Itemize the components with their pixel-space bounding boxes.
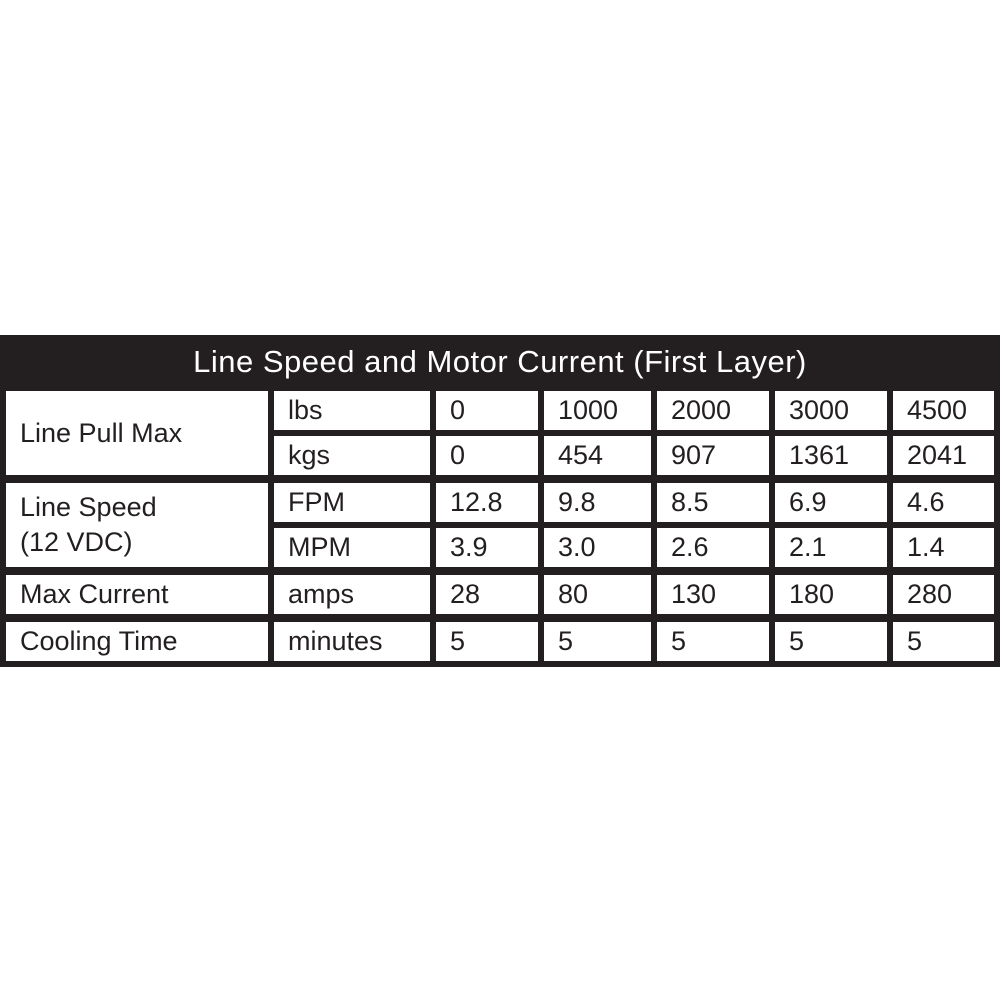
value-cell: 3.9	[436, 528, 538, 567]
table-row	[6, 620, 994, 661]
spec-table-wrapper	[0, 335, 1000, 667]
value-cell: 2000	[657, 389, 769, 430]
unit-cell: amps	[274, 573, 430, 614]
row-label-line-pull-max: Line Pull Max	[6, 389, 268, 475]
value-cell: 5	[544, 620, 651, 661]
unit-cell: minutes	[274, 620, 430, 661]
value-cell: 4.6	[893, 481, 994, 522]
value-cell: 180	[775, 573, 887, 614]
value-cell: 2.1	[775, 528, 887, 567]
row-label-line-2: (12 VDC)	[20, 527, 133, 557]
value-cell: 5	[893, 620, 994, 661]
value-cell: 3.0	[544, 528, 651, 567]
value-cell: 5	[436, 620, 538, 661]
row-label-line-1: Line Speed	[20, 492, 157, 522]
value-cell: 0	[436, 389, 538, 430]
value-cell: 4500	[893, 389, 994, 430]
value-cell: 454	[544, 436, 651, 475]
row-label-cooling-time: Cooling Time	[6, 620, 268, 661]
value-cell: 2.6	[657, 528, 769, 567]
unit-cell: FPM	[274, 481, 430, 522]
row-label-max-current: Max Current	[6, 573, 268, 614]
value-cell: 907	[657, 436, 769, 475]
spec-table	[0, 335, 1000, 667]
value-cell: 0	[436, 436, 538, 475]
unit-cell: lbs	[274, 389, 430, 430]
unit-cell: MPM	[274, 528, 430, 567]
table-title: Line Speed and Motor Current (First Layer)	[6, 341, 994, 383]
value-cell: 8.5	[657, 481, 769, 522]
value-cell: 6.9	[775, 481, 887, 522]
value-cell: 9.8	[544, 481, 651, 522]
value-cell: 5	[657, 620, 769, 661]
row-label-line-speed	[6, 481, 268, 567]
value-cell: 12.8	[436, 481, 538, 522]
table-row	[6, 573, 994, 614]
table-header-row	[6, 341, 994, 383]
value-cell: 1.4	[893, 528, 994, 567]
value-cell: 80	[544, 573, 651, 614]
unit-cell: kgs	[274, 436, 430, 475]
value-cell: 1361	[775, 436, 887, 475]
value-cell: 2041	[893, 436, 994, 475]
value-cell: 130	[657, 573, 769, 614]
table-row	[6, 389, 994, 430]
value-cell: 3000	[775, 389, 887, 430]
value-cell: 5	[775, 620, 887, 661]
value-cell: 280	[893, 573, 994, 614]
value-cell: 28	[436, 573, 538, 614]
value-cell: 1000	[544, 389, 651, 430]
table-row	[6, 481, 994, 522]
